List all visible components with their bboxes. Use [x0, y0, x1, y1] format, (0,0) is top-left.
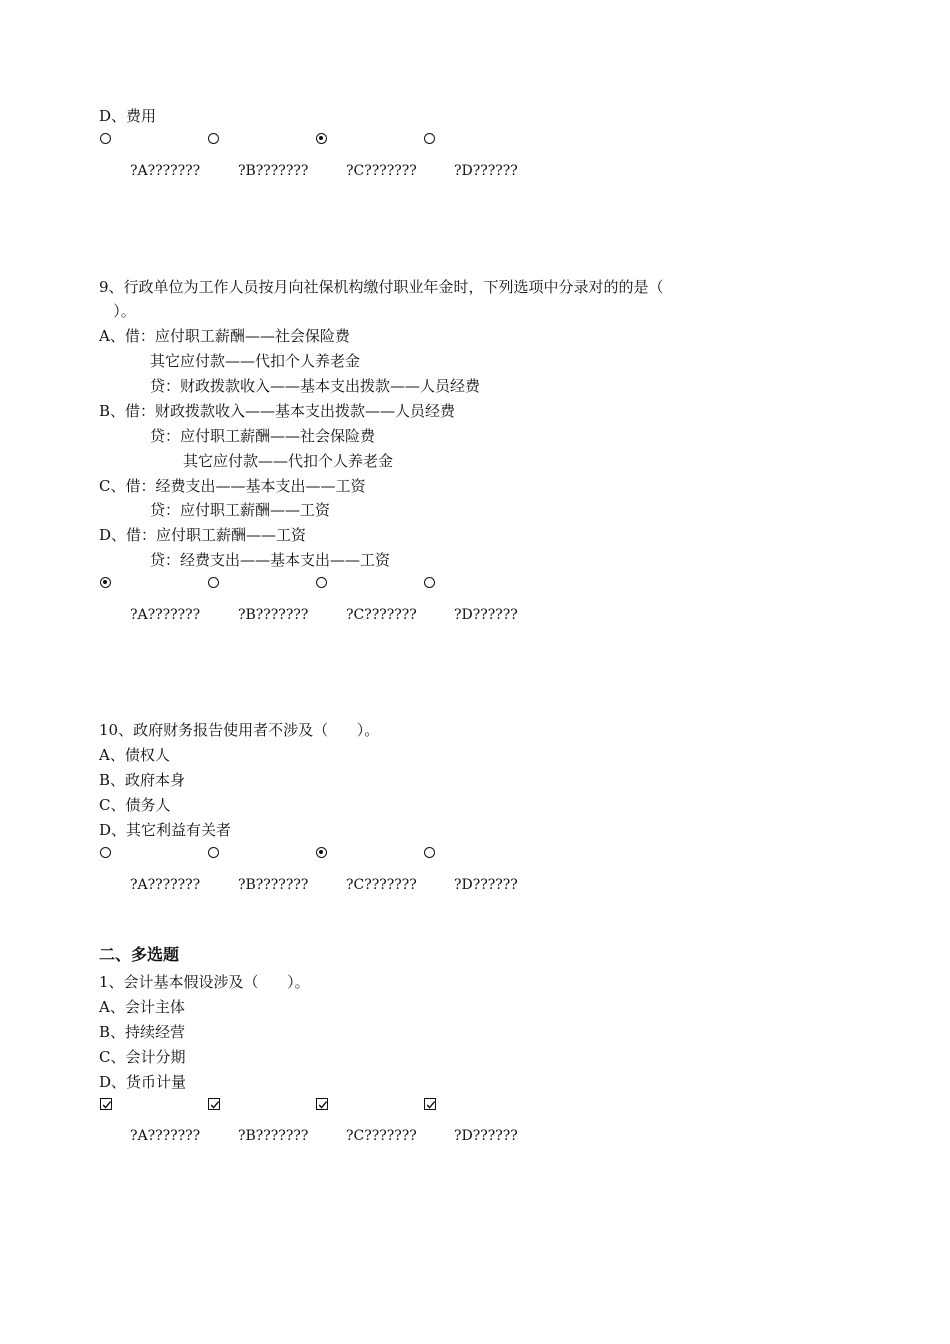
- m1-option-c: C、会计分期: [99, 1048, 186, 1066]
- q9-option-b-line2: 贷：应付职工薪酬——社会保险费: [150, 427, 376, 445]
- section-title-multiple-choice: 二、多选题: [99, 945, 180, 964]
- q9-stem-line2: ）。: [99, 302, 136, 320]
- q10-radio-b[interactable]: [208, 847, 219, 858]
- q9-option-a-line1: A、借：应付职工薪酬——社会保险费: [99, 327, 350, 345]
- m1-answer-checkboxes: [0, 1098, 950, 1114]
- q10-radio-c[interactable]: [316, 847, 327, 858]
- m1-label-a: ?A???????: [130, 1128, 201, 1144]
- q9-option-a-line2: 其它应付款——代扣个人养老金: [150, 352, 361, 370]
- m1-checkbox-c[interactable]: [316, 1098, 328, 1110]
- q8-label-c: ?C???????: [346, 163, 417, 179]
- q9-option-a-line3: 贷：财政拨款收入——基本支出拨款——人员经费: [150, 377, 481, 395]
- q8-radio-b[interactable]: [208, 133, 219, 144]
- q10-option-c: C、债务人: [99, 796, 171, 814]
- q9-option-b-line3: 其它应付款——代扣个人养老金: [183, 452, 394, 470]
- q8-option-d: D、费用: [99, 107, 157, 125]
- q9-answer-labels: [0, 606, 950, 624]
- m1-checkbox-a[interactable]: [100, 1098, 112, 1110]
- q10-answer-radios: [0, 847, 950, 863]
- q9-stem-line1: 9、行政单位为工作人员按月向社保机构缴付职业年金时，下列选项中分录对的的是（: [99, 278, 664, 296]
- m1-option-d: D、货币计量: [99, 1073, 187, 1091]
- q9-option-c-line2: 贷：应付职工薪酬——工资: [150, 501, 331, 519]
- q10-label-a: ?A???????: [130, 877, 201, 893]
- q9-option-c-line1: C、借：经费支出——基本支出——工资: [99, 477, 366, 495]
- m1-label-c: ?C???????: [346, 1128, 417, 1144]
- q9-label-b: ?B???????: [238, 607, 309, 623]
- q8-answer-labels: [0, 162, 950, 180]
- q10-radio-a[interactable]: [100, 847, 111, 858]
- q9-option-b-line1: B、借：财政拨款收入——基本支出拨款——人员经费: [99, 402, 456, 420]
- m1-option-a: A、会计主体: [99, 998, 185, 1016]
- q8-radio-c[interactable]: [316, 133, 327, 144]
- q10-option-b: B、政府本身: [99, 771, 186, 789]
- q10-label-b: ?B???????: [238, 877, 309, 893]
- q10-option-a: A、债权人: [99, 746, 170, 764]
- q10-option-d: D、其它利益有关者: [99, 821, 232, 839]
- check-icon: [425, 1099, 437, 1111]
- q9-option-d-line2: 贷：经费支出——基本支出——工资: [150, 551, 391, 569]
- q10-stem: 10、政府财务报告使用者不涉及（ ）。: [99, 721, 380, 739]
- q8-radio-d[interactable]: [424, 133, 435, 144]
- q9-radio-c[interactable]: [316, 577, 327, 588]
- q9-label-d: ?D??????: [454, 607, 518, 623]
- q9-label-a: ?A???????: [130, 607, 201, 623]
- q8-label-d: ?D??????: [454, 163, 518, 179]
- m1-answer-labels: [0, 1127, 950, 1145]
- m1-checkbox-b[interactable]: [208, 1098, 220, 1110]
- m1-checkbox-d[interactable]: [424, 1098, 436, 1110]
- q9-answer-radios: [0, 577, 950, 593]
- q10-answer-labels: [0, 876, 950, 894]
- check-icon: [209, 1099, 221, 1111]
- m1-option-b: B、持续经营: [99, 1023, 186, 1041]
- check-icon: [101, 1099, 113, 1111]
- q8-radio-a[interactable]: [100, 133, 111, 144]
- q9-label-c: ?C???????: [346, 607, 417, 623]
- q10-label-d: ?D??????: [454, 877, 518, 893]
- q9-radio-d[interactable]: [424, 577, 435, 588]
- q10-label-c: ?C???????: [346, 877, 417, 893]
- q8-label-a: ?A???????: [130, 163, 201, 179]
- q9-radio-b[interactable]: [208, 577, 219, 588]
- q8-answer-radios: [0, 133, 950, 149]
- q10-radio-d[interactable]: [424, 847, 435, 858]
- m1-label-b: ?B???????: [238, 1128, 309, 1144]
- q9-radio-a[interactable]: [100, 577, 111, 588]
- m1-label-d: ?D??????: [454, 1128, 518, 1144]
- q9-option-d-line1: D、借：应付职工薪酬——工资: [99, 526, 307, 544]
- check-icon: [317, 1099, 329, 1111]
- m1-stem: 1、会计基本假设涉及（ ）。: [99, 973, 310, 991]
- q8-label-b: ?B???????: [238, 163, 309, 179]
